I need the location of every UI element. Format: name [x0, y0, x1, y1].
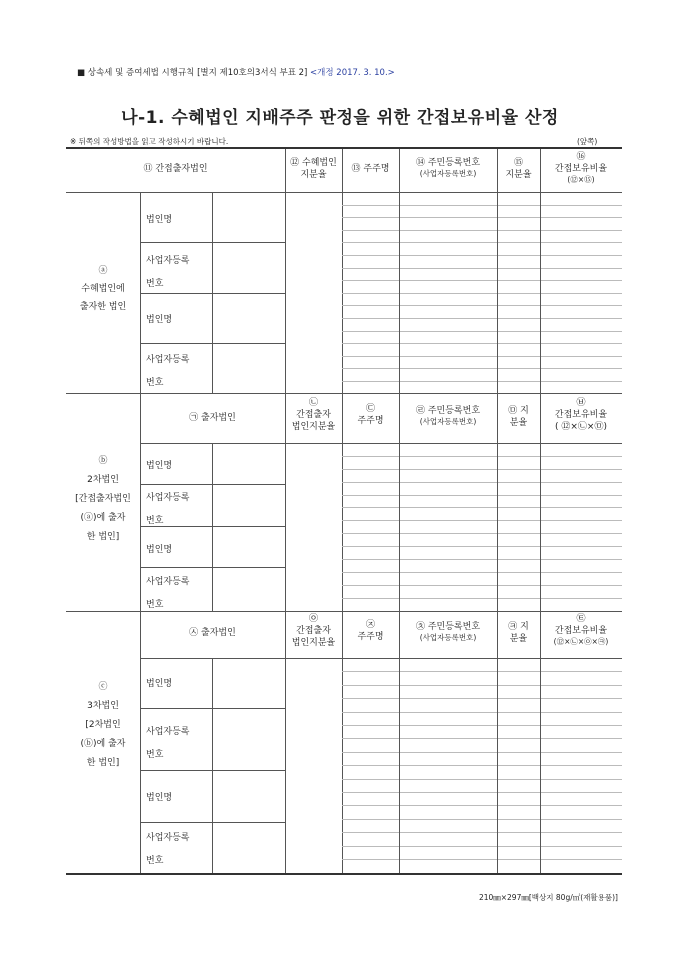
entry-row-line — [342, 242, 622, 243]
law-reference-text: ■ 상속세 및 증여세법 시행규칙 [별지 제10호의3서식 부표 2] — [77, 68, 308, 78]
header-text: ⑭ 주민등록번호 — [415, 158, 481, 168]
row-label-section-b — [66, 452, 140, 546]
header-text: ㉧ — [308, 614, 318, 624]
entry-row-line — [342, 779, 622, 780]
entry-row-line — [342, 482, 622, 483]
corp-name-label: 법인명 — [146, 215, 173, 225]
header-text: 간접보유비율 — [554, 164, 608, 175]
header-shareholder-name: ⑬ 주주명 — [351, 164, 390, 174]
table-top-border — [66, 147, 622, 149]
row-label-text: [간접출자법인 — [75, 493, 131, 504]
header-text: (사업자등록번호) — [419, 633, 477, 643]
biz-reg-label — [146, 250, 189, 297]
header-text: (사업자등록번호) — [419, 417, 477, 427]
entry-row-line — [342, 469, 622, 470]
row-label-section-a — [66, 262, 140, 316]
label-text: 번호 — [146, 516, 164, 527]
row-label-text: [2차법인 — [85, 719, 121, 730]
entry-row-line — [342, 671, 622, 672]
entry-row-line — [342, 832, 622, 833]
header-text: 간접보유비율 — [554, 626, 608, 637]
header-text: ㉩ 주민등록번호 — [415, 622, 481, 632]
entry-column-line — [497, 658, 498, 873]
entry-row-line — [342, 293, 622, 294]
biz-reg-label — [146, 721, 189, 768]
header-text: 지분율 — [300, 170, 327, 181]
header-text: 법인지분율 — [291, 422, 336, 433]
entry-row-line — [342, 572, 622, 573]
header-share-ratio — [497, 405, 540, 429]
row-label-text: 수혜법인에 — [81, 284, 125, 294]
entry-row-line — [342, 305, 622, 306]
row-label-text: 한 법인] — [86, 531, 120, 542]
header-text: ㉪ 지 — [508, 622, 529, 632]
entry-column-line — [497, 443, 498, 611]
label-text: 번호 — [146, 750, 164, 761]
page-side-label: (앞쪽) — [577, 137, 598, 146]
header-shareholder-name — [342, 619, 399, 643]
entry-row-line — [342, 725, 622, 726]
label-text: 사업자등록 — [146, 493, 190, 503]
entry-row-line — [342, 205, 622, 206]
entry-row-line — [342, 368, 622, 369]
header-text: ⑮ — [513, 158, 523, 168]
header-share-ratio — [497, 621, 540, 645]
entry-row-line — [342, 217, 622, 218]
form-law-reference — [77, 66, 395, 78]
header-indirect-corp-share — [285, 397, 342, 433]
header-text: 주주명 — [357, 416, 384, 427]
corp-name-label: 법인명 — [146, 545, 173, 555]
label-text: 번호 — [146, 600, 164, 611]
entry-row-line — [342, 846, 622, 847]
entry-row-line — [342, 685, 622, 686]
biz-reg-label — [146, 349, 189, 396]
row-label-text: (ⓑ)에 출자 — [80, 738, 126, 749]
header-text: (사업자등록번호) — [419, 169, 477, 179]
corp-name-label: 법인명 — [146, 461, 173, 471]
entry-row-line — [342, 585, 622, 586]
header-text: ㉢ — [365, 404, 375, 414]
entry-column-line — [399, 443, 400, 611]
entry-row-line — [342, 356, 622, 357]
entry-column-line — [497, 192, 498, 393]
header-text: 주주명 — [357, 632, 384, 643]
row-label-text: 2차법인 — [87, 474, 119, 485]
entry-row-line — [342, 268, 622, 269]
corp-name-label: 법인명 — [146, 679, 173, 689]
header-indirect-corp: ⑪ 간접출자법인 — [143, 164, 208, 174]
entry-row-line — [342, 318, 622, 319]
header-id-number — [399, 157, 497, 179]
biz-reg-label — [146, 571, 189, 618]
revision-date: <개정 2017. 3. 10.> — [310, 68, 395, 78]
row-label-section-c — [66, 678, 140, 772]
header-text: ㉡ — [308, 398, 318, 408]
entry-row-line — [342, 819, 622, 820]
row-label-text: ⓑ — [98, 456, 108, 466]
entry-row-line — [342, 255, 622, 256]
corp-name-label: 법인명 — [146, 315, 173, 325]
row-label-text: 출자한 법인 — [79, 302, 127, 312]
corp-name-label: 법인명 — [146, 793, 173, 803]
entry-row-line — [342, 805, 622, 806]
header-id-number — [399, 621, 497, 643]
header-id-number — [399, 405, 497, 427]
header-text: 간접보유비율 — [554, 410, 608, 421]
entry-row-line — [342, 456, 622, 457]
header-text: (⑫×⑮) — [567, 175, 595, 185]
header-text: ㉨ — [365, 620, 375, 630]
header-text: ( ⑫×㉡×㉤) — [555, 422, 607, 433]
header-text: 간접출자 — [296, 410, 331, 421]
label-text: 사업자등록 — [146, 727, 190, 737]
entry-row-line — [342, 507, 622, 508]
header-text: ㉤ 지 — [508, 406, 529, 416]
header-text: 분율 — [509, 418, 528, 429]
header-text: 법인지분율 — [291, 638, 336, 649]
page-title: 나-1. 수혜법인 지배주주 판정을 위한 간접보유비율 산정 — [121, 108, 559, 128]
entry-row-line — [342, 859, 622, 860]
header-text: 간접출자 — [296, 626, 331, 637]
header-indirect-ratio — [540, 151, 622, 185]
label-text: 사업자등록 — [146, 577, 190, 587]
entry-row-line — [342, 792, 622, 793]
header-investing-corp: ㉦ 출자법인 — [189, 628, 236, 638]
label-text: 번호 — [146, 279, 164, 290]
header-text: ㉫ — [576, 614, 586, 624]
entry-row-line — [342, 331, 622, 332]
header-text: 지분율 — [505, 170, 532, 181]
row-label-text: 3차법인 — [87, 700, 119, 711]
header-beneficiary-share — [285, 157, 342, 181]
biz-reg-label — [146, 827, 189, 874]
label-text: 사업자등록 — [146, 833, 190, 843]
entry-row-line — [342, 698, 622, 699]
entry-row-line — [342, 381, 622, 382]
entry-row-line — [342, 280, 622, 281]
biz-reg-label — [146, 487, 189, 534]
entry-row-line — [342, 495, 622, 496]
entry-row-line — [342, 230, 622, 231]
header-indirect-corp-share — [285, 613, 342, 649]
entry-column-line — [399, 658, 400, 873]
header-shareholder-name — [342, 403, 399, 427]
header-text: (⑫×㉡×㉧×㉪) — [553, 637, 609, 647]
label-text: 사업자등록 — [146, 355, 190, 365]
header-text: ㉥ — [576, 398, 586, 408]
entry-row-line — [342, 533, 622, 534]
label-text: 번호 — [146, 378, 164, 389]
header-indirect-ratio — [540, 613, 622, 647]
row-label-text: ⓐ — [98, 266, 108, 276]
entry-row-line — [342, 765, 622, 766]
header-text: ⑫ 수혜법인 — [290, 158, 337, 168]
entry-row-line — [342, 343, 622, 344]
header-text: ⑯ — [576, 152, 586, 162]
entry-row-line — [342, 712, 622, 713]
entry-column-line — [540, 192, 541, 393]
header-indirect-ratio — [540, 397, 622, 433]
entry-row-line — [342, 559, 622, 560]
entry-column-line — [540, 658, 541, 873]
paper-spec-footer: 210㎜×297㎜[백상지 80g/㎡(재활용품)] — [478, 893, 618, 902]
entry-row-line — [342, 598, 622, 599]
header-share-ratio — [497, 157, 540, 181]
entry-row-line — [342, 738, 622, 739]
header-text: 분율 — [509, 634, 528, 645]
header-text: ㉣ 주민등록번호 — [415, 406, 481, 416]
row-label-text: ⓒ — [98, 682, 108, 692]
entry-row-line — [342, 546, 622, 547]
row-label-text: 한 법인] — [86, 757, 120, 768]
entry-column-line — [399, 192, 400, 393]
row-label-text: (ⓐ)에 출자 — [80, 512, 126, 523]
label-text: 사업자등록 — [146, 256, 190, 266]
label-text: 번호 — [146, 856, 164, 867]
entry-column-line — [540, 443, 541, 611]
instruction-note: ※ 뒤쪽의 작성방법을 읽고 작성하시기 바랍니다. — [70, 137, 229, 146]
entry-row-line — [342, 520, 622, 521]
entry-row-line — [342, 752, 622, 753]
header-investing-corp: ㉠ 출자법인 — [189, 413, 236, 423]
